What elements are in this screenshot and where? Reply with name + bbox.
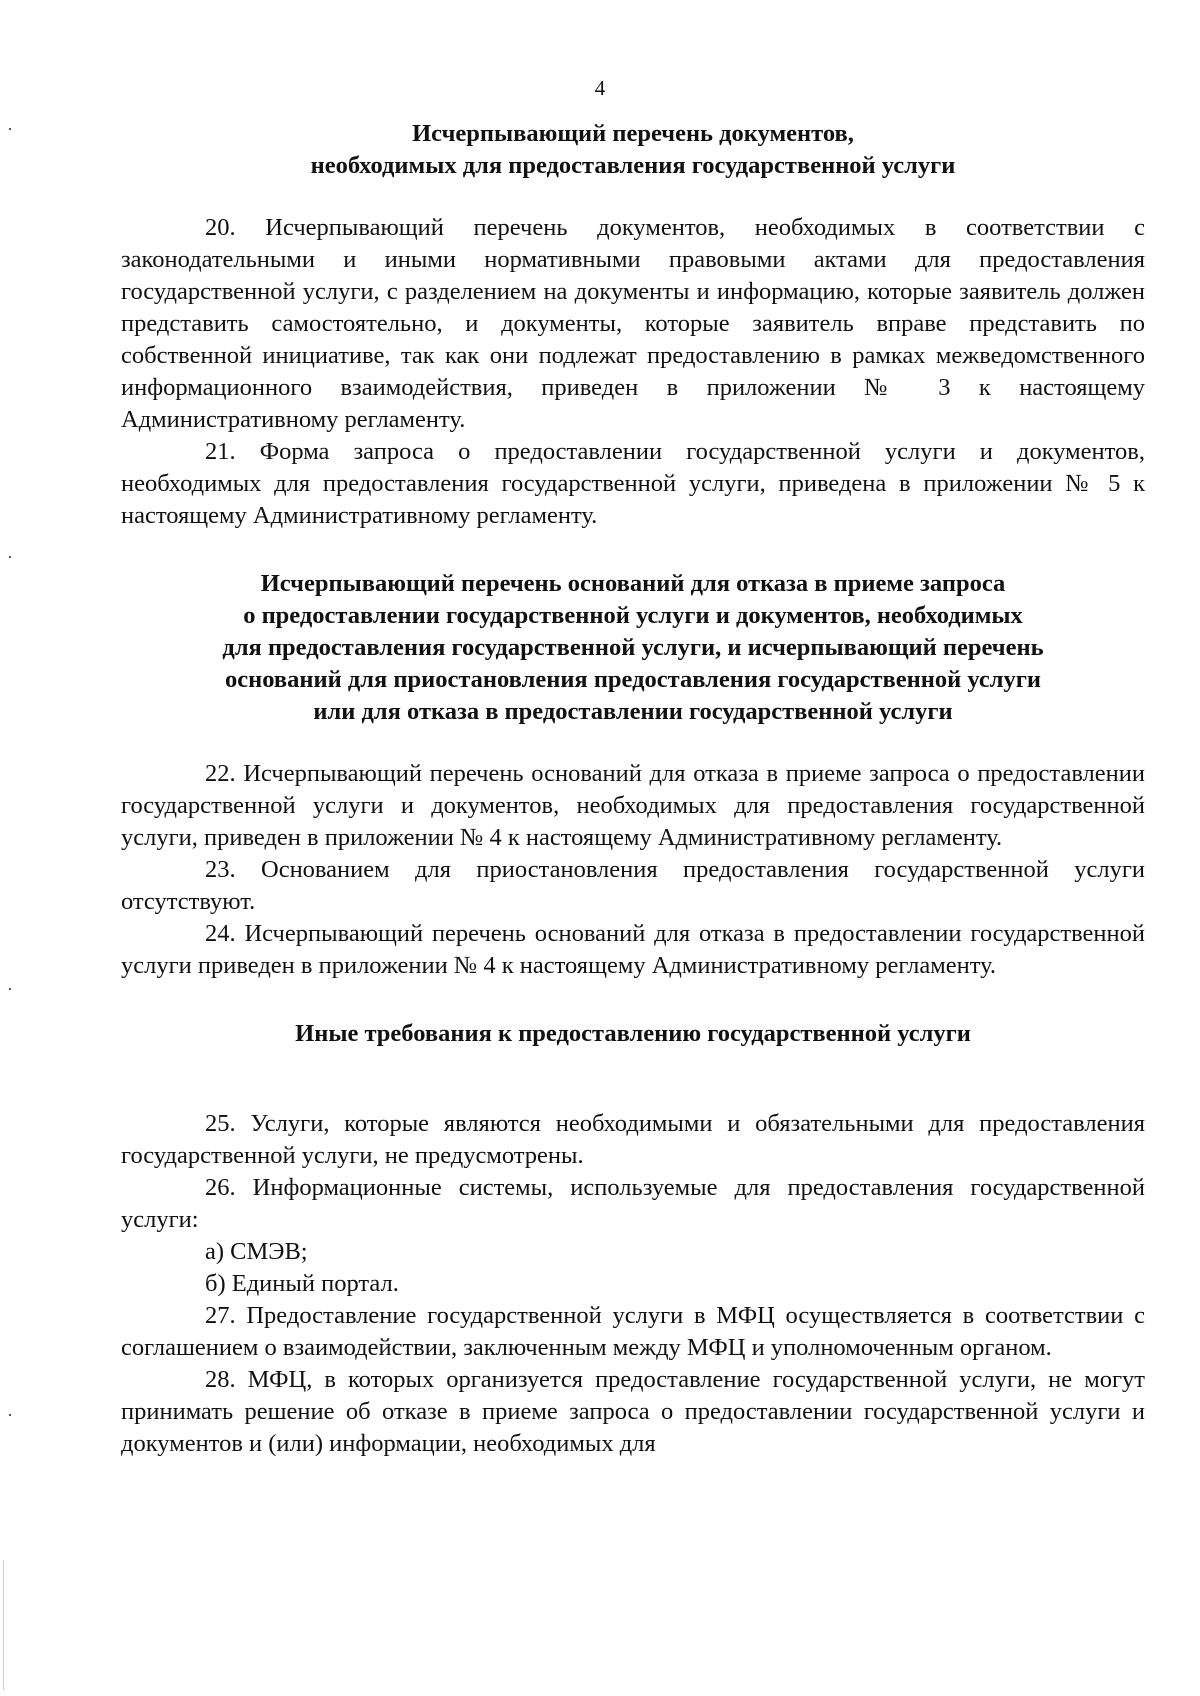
document-body [121, 118, 1145, 1460]
section-heading-refusal-grounds [121, 568, 1145, 728]
scan-mark [9, 556, 11, 558]
heading-line: необходимых для предоставления государственной услуги [310, 152, 956, 179]
paragraph-23: 23. Основанием для приостановления предоставления государственной услуги отсутствуют. [121, 856, 1145, 915]
heading-line: о предоставлении государственной услуги и документов, необходимых [243, 602, 1023, 629]
heading-line: оснований для приостановления предоставления государственной услуги [225, 666, 1041, 693]
paragraph-24: 24. Исчерпывающий перечень оснований для отказа в предоставлении государственной услуги приведен в приложении № 4 к настоящему Административному регламенту. [121, 920, 1145, 979]
paragraph-21: 21. Форма запроса о предоставлении государственной услуги и документов, необходимых для предоставления государственной услуги, приведена в приложении № 5 к настоящему Административному регламенту. [121, 438, 1145, 529]
paragraph-22: 22. Исчерпывающий перечень оснований для отказа в приеме запроса о предоставлении государственной услуги и документов, необходимых для предоставления государственной услуги, приведен в приложении № 4 к настоящему Административному регламенту. [121, 760, 1145, 851]
paragraph-28: 28. МФЦ, в которых организуется предоставление государственной услуги, не могут принимать решение об отказе в приеме запроса о предоставлении государственной услуги и документов и (или) информации, необходимых для [121, 1366, 1145, 1457]
paragraph-27: 27. Предоставление государственной услуги в МФЦ осуществляется в соответствии с соглашением о взаимодействии, заключенным между МФЦ и уполномоченным органом. [121, 1302, 1145, 1361]
heading-line: для предоставления государственной услуги, и исчерпывающий перечень [222, 634, 1044, 661]
scan-edge-line [3, 1560, 4, 1690]
scan-mark [9, 128, 11, 130]
scan-mark [9, 1414, 11, 1416]
paragraph-25: 25. Услуги, которые являются необходимыми и обязательными для предоставления государственной услуги, не предусмотрены. [121, 1110, 1145, 1169]
page-number: 4 [594, 76, 606, 100]
paragraph-20: 20. Исчерпывающий перечень документов, необходимых в соответствии с законодательными и иными нормативными правовыми актами для предоставления государственной услуги, с разделением на документы и информацию, которые заявитель должен представить самостоятельно, и документы, которые заявитель вправе представить по собственной инициативе, так как они подлежат предоставлению в рамках межведомственного информационного взаимодействия, приведен в приложении № 3 к настоящему Административному регламенту. [121, 214, 1145, 433]
section-heading-other-requirements [121, 1018, 1145, 1050]
heading-line: Исчерпывающий перечень оснований для отказа в приеме запроса [260, 570, 1006, 597]
heading-line: Иные требования к предоставлению государственной услуги [295, 1020, 971, 1047]
list-item-a: а) СМЭВ; [205, 1238, 308, 1265]
section-heading-documents [121, 118, 1145, 182]
heading-line: Исчерпывающий перечень документов, [412, 120, 854, 147]
list-item-b: б) Единый портал. [205, 1270, 399, 1297]
scan-mark [9, 988, 11, 990]
paragraph-26: 26. Информационные системы, используемые для предоставления государственной услуги: [121, 1174, 1145, 1233]
heading-line: или для отказа в предоставлении государственной услуги [313, 698, 953, 725]
